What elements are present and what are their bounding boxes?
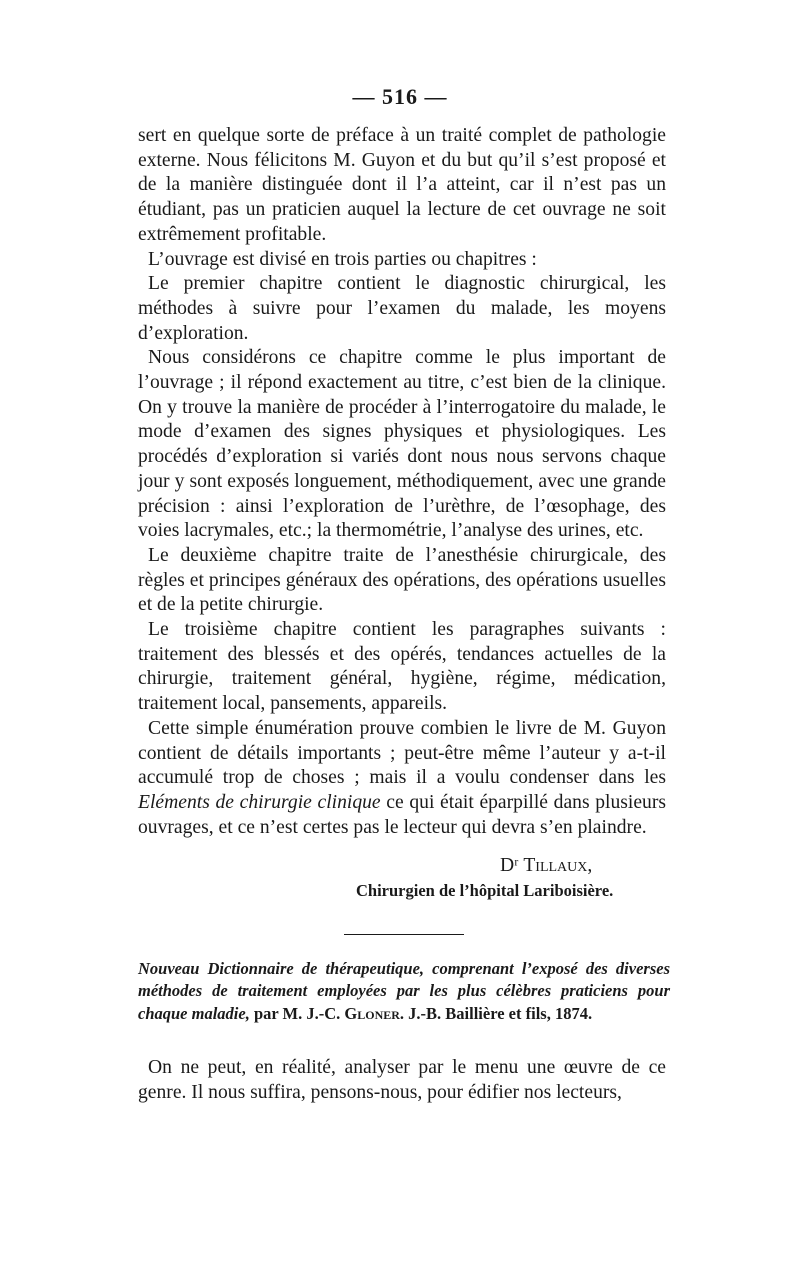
reference-by: par M. J.-C.	[249, 1003, 345, 1023]
continuation-text	[138, 1055, 666, 1105]
paragraph-8: On ne peut, en réalité, analyser par le menu une œuvre de ce genre. Il nous suffira, pensons-nous, pour édifier nos lecteurs,	[138, 1057, 666, 1103]
paragraph-2: L’ouvrage est divisé en trois parties ou chapitres :	[148, 248, 537, 270]
signature-title: Dʳ	[500, 855, 519, 876]
book-title: Eléments de chirurgie clinique	[138, 791, 381, 813]
paragraph-7-end: ce qui était éparpillé dans plusieurs ouvrages, et ce n’est certes pas le lecteur qui devra s’en plaindre.	[138, 791, 666, 838]
section-divider	[344, 934, 464, 935]
reference-author: Gloner	[344, 1003, 400, 1023]
page-number: — 516 —	[352, 84, 448, 109]
paragraph-7-start: Cette simple énumération prouve combien le livre de M. Guyon contient de détails importants ; peut-être même l’auteur y a-t-il accumulé trop de choses ; mais il a voulu condenser dans les	[138, 717, 666, 789]
body-text	[138, 124, 666, 840]
paragraph-7	[138, 717, 666, 841]
signature-position: Chirurgien de l’hôpital Lariboisière.	[356, 881, 614, 900]
paragraph-5: Le deuxième chapitre traite de l’anesthésie chirurgicale, des règles et principes généraux des opérations, des opérations usuelles et de la petite chirurgie.	[138, 544, 666, 616]
bibliographic-reference	[138, 958, 670, 1025]
paragraph-1: sert en quelque sorte de préface à un traité complet de pathologie externe. Nous félicitons M. Guyon et du but qu’il s’est proposé et de la manière distinguée dont il l’a atteint, car il n’est pas un étudiant, pas un praticien auquel la lecture de cet ouvrage ne soit extrêmement profitable.	[138, 125, 666, 245]
paragraph-6: Le troisième chapitre contient les paragraphes suivants : traitement des blessés et des opérés, tendances actuelles de la chirurgie, traitement général, hygiène, régime, médication, traitement local, pansements, appareils.	[138, 619, 666, 715]
paragraph-3: Le premier chapitre contient le diagnostic chirurgical, les méthodes à suivre pour l’examen du malade, les moyens d’exploration.	[138, 273, 666, 344]
signature-name	[500, 855, 592, 877]
signature-author: Tillaux,	[523, 855, 593, 876]
reference-title: Nouveau Dictionnaire de thérapeutique, comprenant l’exposé des diverses méthodes de traitement employées par les plus célèbres praticiens pour chaque maladie,	[138, 959, 670, 1023]
reference-publisher: . J.-B. Baillière et fils, 1874.	[399, 1003, 593, 1023]
paragraph-4: Nous considérons ce chapitre comme le plus important de l’ouvrage ; il répond exactement au titre, c’est bien de la clinique. On y trouve la manière de procéder à l’interrogatoire du malade, le mode d’examen des signes physiques et physiologiques. Les procédés d’exploration si variés dont nous nous servons chaque jour y sont exposés longuement, méthodiquement, avec une grande précision : ainsi l’exploration de l’urèthre, de l’œsophage, des voies lacrymales, etc.; la thermométrie, l’analyse des urines, etc.	[138, 347, 666, 542]
